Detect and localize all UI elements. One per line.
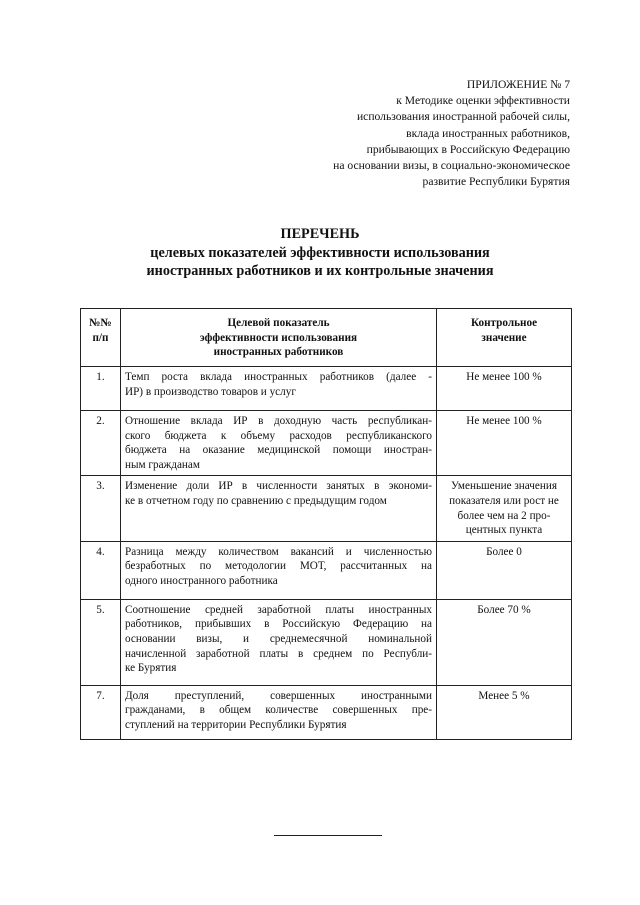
appendix-line: прибывающих в Российскую Федерацию bbox=[366, 142, 570, 156]
indicator-line: основании визы, и среднемесячной номинальной bbox=[125, 632, 432, 645]
indicator-cell bbox=[121, 541, 437, 599]
indicator-line: ИР) в производство товаров и услуг bbox=[125, 385, 296, 398]
header-text: эффективности использования bbox=[199, 331, 358, 344]
indicator-line: Доля преступлений, совершенных иностранными bbox=[125, 689, 432, 702]
header-text: Контрольное bbox=[470, 317, 538, 329]
row-number-text: 7. bbox=[96, 689, 105, 702]
row-number bbox=[81, 599, 121, 685]
control-value-line: Менее 5 % bbox=[478, 689, 530, 702]
header-text: Целевой показатель bbox=[227, 317, 330, 329]
control-value-line: Более 70 % bbox=[477, 603, 531, 616]
indicator-line: ным гражданам bbox=[125, 458, 200, 471]
row-number-text: 1. bbox=[96, 371, 105, 383]
header-indicator bbox=[121, 309, 437, 367]
appendix-line: ПРИЛОЖЕНИЕ № 7 bbox=[466, 78, 570, 91]
control-value-line: Более 0 bbox=[486, 545, 522, 558]
table-row bbox=[81, 367, 572, 411]
indicator-line: начисленной заработной платы в среднем по Республи- bbox=[125, 647, 432, 660]
indicator-line: ке в отчетном году по сравнению с предыдущим годом bbox=[125, 494, 387, 507]
control-value-line: показателя или рост не bbox=[449, 494, 559, 507]
control-value-cell bbox=[437, 411, 572, 476]
table-header-row bbox=[81, 309, 572, 367]
header-text: п/п bbox=[92, 331, 109, 344]
appendix-line: развитие Республики Бурятия bbox=[422, 175, 570, 189]
control-value-cell bbox=[437, 685, 572, 739]
appendix-line: вклада иностранных работников, bbox=[406, 126, 570, 140]
table-row bbox=[81, 476, 572, 541]
indicator-cell bbox=[121, 685, 437, 739]
row-number-text: 2. bbox=[96, 415, 105, 427]
header-text: иностранных работников bbox=[213, 346, 344, 359]
indicator-cell bbox=[121, 599, 437, 685]
indicator-cell bbox=[121, 367, 437, 411]
indicator-line: Изменение доли ИР в численности занятых в экономи- bbox=[125, 480, 432, 493]
title-line: целевых показателей эффективности использования bbox=[150, 244, 490, 261]
row-number-text: 4. bbox=[96, 545, 105, 558]
control-value-line: Уменьшение значения bbox=[450, 480, 558, 493]
indicators-table bbox=[80, 308, 572, 740]
header-text: №№ bbox=[89, 317, 112, 329]
indicator-line: Темп роста вклада иностранных работников (далее - bbox=[125, 371, 432, 383]
title-line: ПЕРЕЧЕНЬ bbox=[280, 226, 360, 242]
row-number bbox=[81, 476, 121, 541]
header-number bbox=[81, 309, 121, 367]
header-text: значение bbox=[481, 331, 527, 344]
row-number-text: 5. bbox=[96, 603, 105, 616]
control-value-cell bbox=[437, 541, 572, 599]
control-value-cell bbox=[437, 599, 572, 685]
table-row bbox=[81, 685, 572, 739]
indicator-line: гражданами, в общем количестве совершенных пре- bbox=[125, 704, 432, 717]
indicator-line: одного иностранного работника bbox=[125, 574, 278, 587]
appendix-line: использования иностранной рабочей силы, bbox=[356, 110, 570, 124]
indicator-line: Соотношение средней заработной платы иностранных bbox=[125, 603, 432, 616]
header-control-value bbox=[437, 309, 572, 367]
indicator-cell bbox=[121, 476, 437, 541]
table-row bbox=[81, 599, 572, 685]
control-value-line: центных пункта bbox=[465, 524, 543, 537]
table-row bbox=[81, 541, 572, 599]
control-value-cell bbox=[437, 476, 572, 541]
control-value-line: более чем на 2 про- bbox=[457, 509, 551, 522]
indicator-line: ского бюджета к объему расходов республиканского bbox=[125, 429, 432, 442]
title-line: иностранных работников и их контрольные значения bbox=[146, 263, 494, 280]
row-number bbox=[81, 367, 121, 411]
row-number bbox=[81, 411, 121, 476]
indicator-line: Отношение вклада ИР в доходную часть республикан- bbox=[125, 415, 432, 427]
appendix-line: к Методике оценки эффективности bbox=[396, 94, 570, 108]
row-number-text: 3. bbox=[96, 480, 105, 493]
appendix-heading bbox=[240, 77, 570, 190]
document-title bbox=[0, 225, 640, 281]
indicator-line: работников, прибывших в Российскую Федерацию на bbox=[125, 618, 432, 631]
indicator-cell bbox=[121, 411, 437, 476]
control-value-cell bbox=[437, 367, 572, 411]
appendix-line: на основании визы, в социально-экономическое bbox=[333, 159, 570, 173]
control-value-line: Не менее 100 % bbox=[466, 415, 542, 427]
indicator-line: Разница между количеством вакансий и численностью bbox=[125, 545, 432, 558]
table-row bbox=[81, 411, 572, 476]
indicator-line: безработных по методологии МОТ, рассчитанных на bbox=[125, 560, 432, 573]
indicator-line: ке Бурятия bbox=[125, 662, 177, 675]
control-value-line: Не менее 100 % bbox=[466, 371, 542, 383]
row-number bbox=[81, 685, 121, 739]
indicator-line: ступлений на территории Республики Бурятия bbox=[125, 718, 347, 731]
footer-divider bbox=[274, 835, 382, 836]
indicator-line: бюджета на оказание медицинской помощи иностран- bbox=[125, 444, 432, 457]
row-number bbox=[81, 541, 121, 599]
